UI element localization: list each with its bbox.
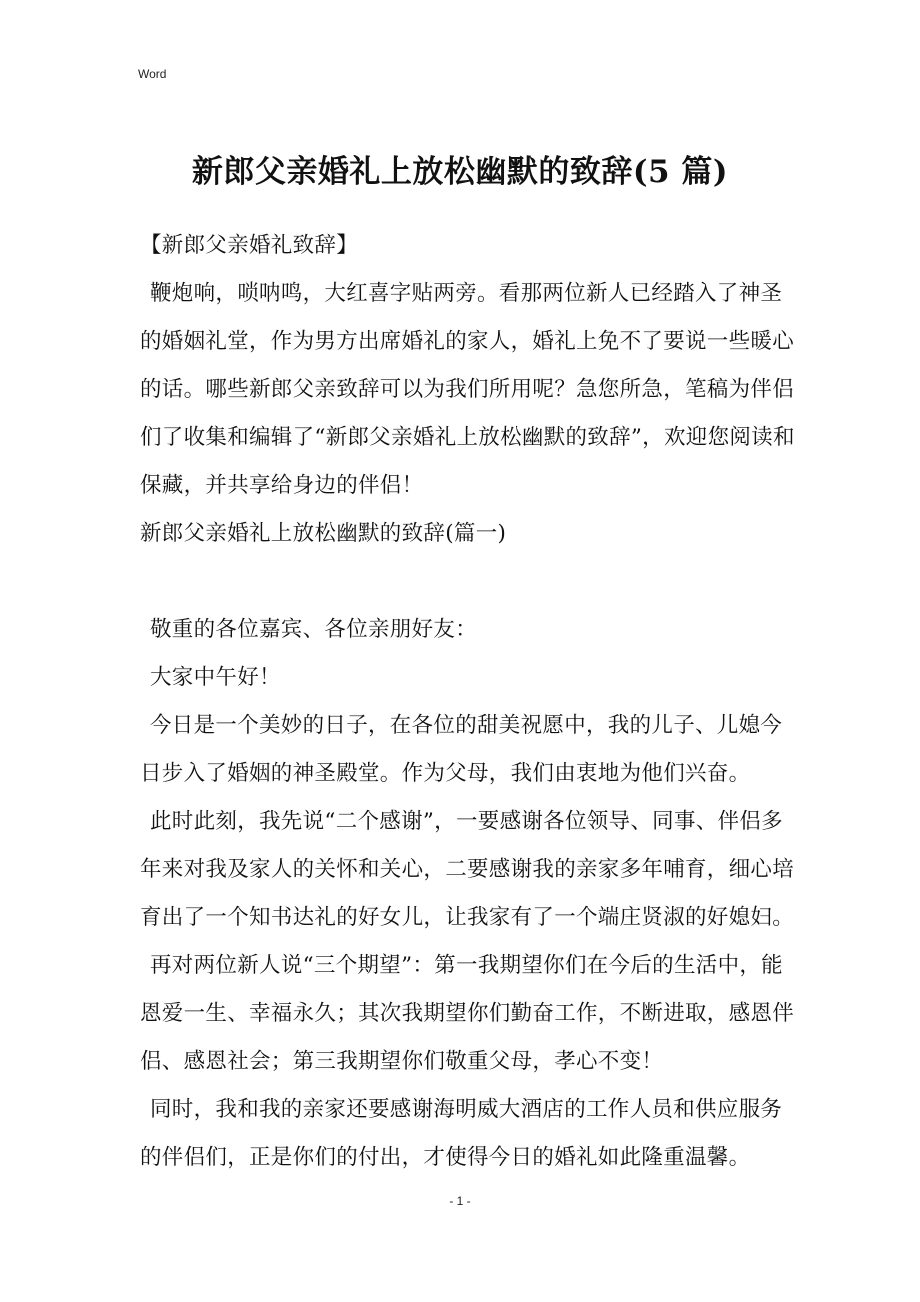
speech-line: 日步入了婚姻的神圣殿堂。作为父母，我们由衷地为他们兴奋。 xyxy=(140,761,751,786)
speech-line: 敬重的各位嘉宾、各位亲朋好友： xyxy=(150,617,478,642)
speech-line: 此时此刻，我先说“二个感谢”，一要感谢各位领导、同事、伴侣多 xyxy=(150,809,783,834)
speech-line: 今日是一个美妙的日子，在各位的甜美祝愿中，我的儿子、儿媳今 xyxy=(150,713,783,738)
page-number: - 1 - xyxy=(449,1194,471,1208)
intro-line: 鞭炮响，唢呐鸣，大红喜字贴两旁。看那两位新人已经踏入了神圣 xyxy=(150,281,783,306)
speech-line: 的伴侣们，正是你们的付出，才使得今日的婚礼如此隆重温馨。 xyxy=(140,1145,751,1170)
intro-line: 的婚姻礼堂，作为男方出席婚礼的家人，婚礼上免不了要说一些暖心 xyxy=(140,329,795,354)
intro-heading: 【新郎父亲婚礼致辞】 xyxy=(140,233,359,258)
section-title: 新郎父亲婚礼上放松幽默的致辞(篇一) xyxy=(140,521,507,546)
speech-line: 同时，我和我的亲家还要感谢海明威大酒店的工作人员和供应服务 xyxy=(150,1097,783,1122)
document-title: 新郎父亲婚礼上放松幽默的致辞(5 篇) xyxy=(191,154,729,190)
speech xyxy=(140,610,820,1186)
intro-line: 的话。哪些新郎父亲致辞可以为我们所用呢？急您所急，笔稿为伴侣 xyxy=(140,377,795,402)
document-header: Word xyxy=(138,67,167,81)
intro-line: 保藏，并共享给身边的伴侣！ xyxy=(140,473,424,498)
intro-line: 们了收集和编辑了“新郎父亲婚礼上放松幽默的致辞”，欢迎您阅读和 xyxy=(140,425,795,450)
speech-line: 再对两位新人说“三个期望”：第一我期望你们在今后的生活中，能 xyxy=(150,953,783,978)
document-body xyxy=(140,226,820,1186)
speech-line: 大家中午好！ xyxy=(150,665,281,690)
speech-line: 恩爱一生、幸福永久；其次我期望你们勤奋工作，不断进取，感恩伴 xyxy=(140,1001,795,1026)
speech-line: 侣、感恩社会；第三我期望你们敬重父母，孝心不变！ xyxy=(140,1049,664,1074)
blank-line xyxy=(140,562,820,610)
speech-line: 育出了一个知书达礼的好女儿，让我家有了一个端庄贤淑的好媳妇。 xyxy=(140,905,795,930)
speech-line: 年来对我及家人的关怀和关心，二要感谢我的亲家多年哺育，细心培 xyxy=(140,857,795,882)
